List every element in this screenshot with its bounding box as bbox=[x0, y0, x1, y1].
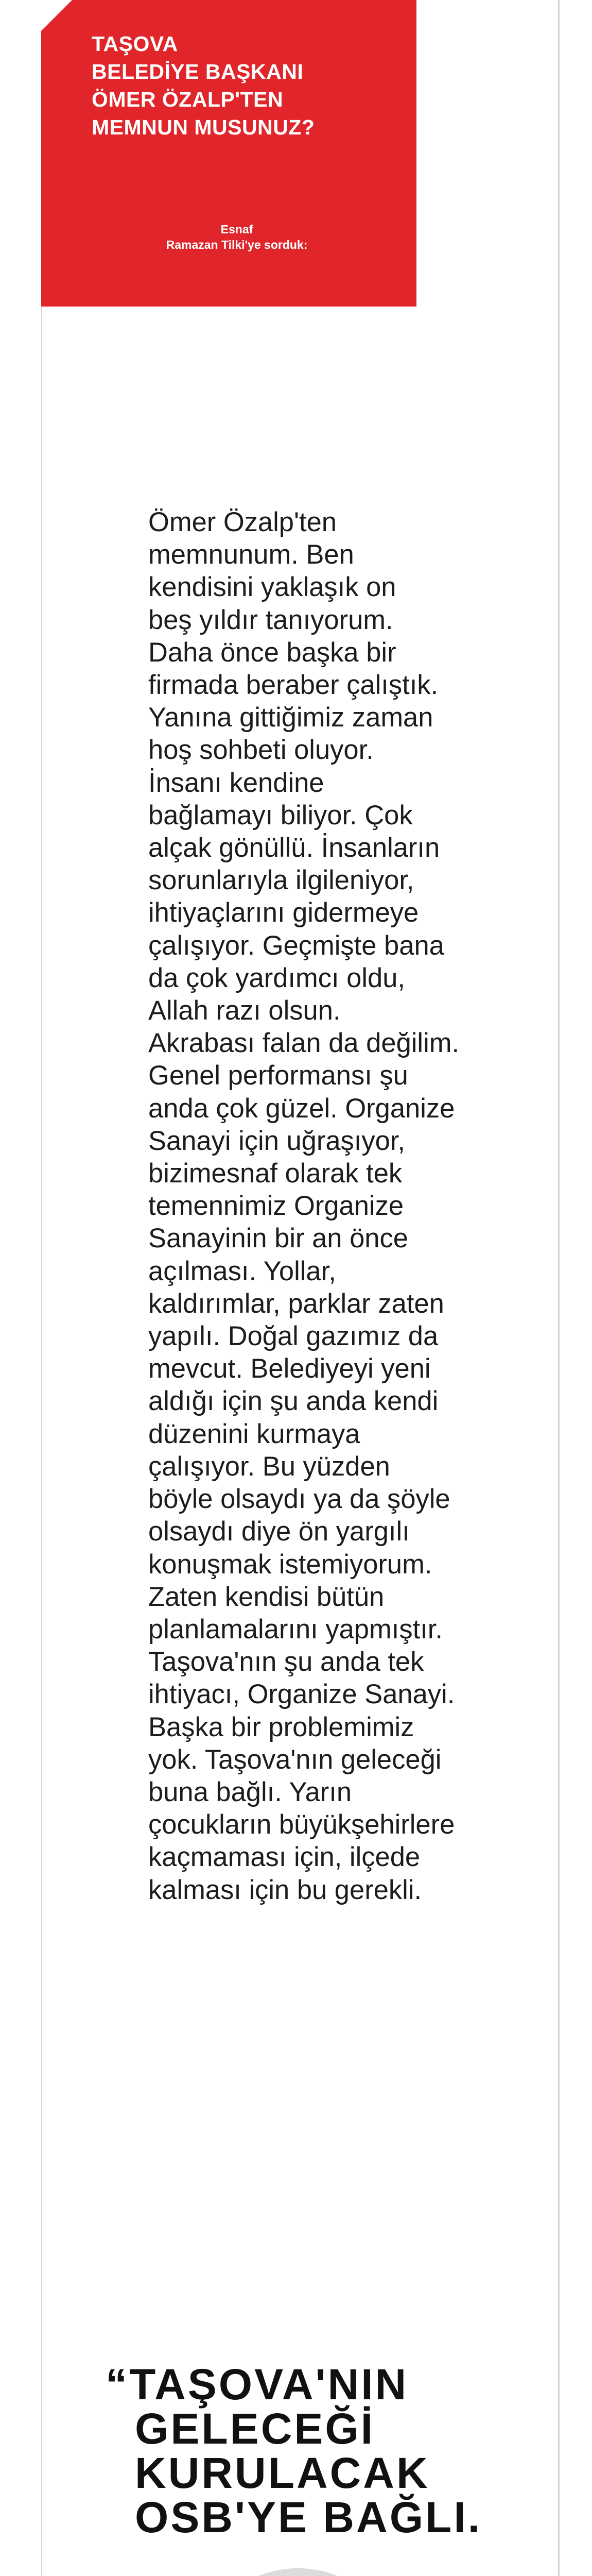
article-line: ihtiyaçlarını gidermeye bbox=[148, 897, 419, 928]
article-line: Akrabası falan da değilim. bbox=[148, 1028, 460, 1059]
article-body bbox=[148, 506, 488, 1906]
respondent-intro bbox=[154, 222, 319, 252]
article-line: Daha önce başka bir bbox=[148, 637, 396, 668]
left-border-line bbox=[41, 0, 42, 2576]
article-line: beş yıldır tanıyorum. bbox=[148, 604, 393, 635]
article-line: aldığı için şu anda kendi bbox=[148, 1386, 439, 1417]
article-line: Allah razı olsun. bbox=[148, 995, 341, 1026]
article-line: olsaydı diye ön yargılı bbox=[148, 1516, 410, 1547]
article-line: kaçmaması için, ilçede bbox=[148, 1842, 421, 1873]
article-line: konuşmak istemiyorum. bbox=[148, 1549, 432, 1580]
article-line: bağlamayı biliyor. Çok bbox=[148, 800, 413, 831]
article-line: hoş sohbeti oluyor. bbox=[148, 735, 374, 766]
article-line: kalması için bu gerekli. bbox=[148, 1874, 422, 1905]
article-line: Başka bir problemimiz bbox=[148, 1711, 414, 1742]
article-line: İnsanı kendine bbox=[148, 767, 324, 798]
article-line: açılması. Yollar, bbox=[148, 1256, 336, 1286]
article-line: ihtiyacı, Organize Sanayi. bbox=[148, 1679, 455, 1710]
article-line: kendisini yaklaşık on bbox=[148, 572, 396, 603]
headline-line: MEMNUN MUSUNUZ? bbox=[92, 115, 315, 139]
article-line: planlamalarını yapmıştır. bbox=[148, 1614, 443, 1645]
headline-line: TAŞOVA bbox=[92, 32, 178, 56]
article-line: çalışıyor. Geçmişte bana bbox=[148, 930, 444, 961]
pull-quote-line: OSB'YE BAĞLI. bbox=[135, 2493, 482, 2541]
article-line: Genel performansı şu bbox=[148, 1060, 408, 1091]
portrait-illustration bbox=[192, 2568, 404, 2576]
article-line: alçak gönüllü. İnsanların bbox=[148, 833, 440, 863]
article-line: memnunum. Ben bbox=[148, 539, 354, 570]
article-line: yapılı. Doğal gazımız da bbox=[148, 1321, 439, 1352]
header-box-corner bbox=[41, 0, 72, 31]
pull-quote-line: “TAŞOVA'NIN bbox=[106, 2360, 409, 2409]
article-line: Taşova'nın şu anda tek bbox=[148, 1647, 424, 1677]
portrait-photo bbox=[192, 2568, 404, 2576]
article-line: yok. Taşova'nın geleceği bbox=[148, 1744, 442, 1775]
article-line: firmada beraber çalıştık. bbox=[148, 670, 439, 701]
headline bbox=[92, 30, 401, 141]
pull-quote-line: KURULACAK bbox=[135, 2449, 430, 2497]
article-line: buna bağlı. Yarın bbox=[148, 1776, 352, 1807]
article-line: da çok yardımcı oldu, bbox=[148, 962, 405, 993]
pull-quote-line: GELECEĞİ bbox=[135, 2404, 375, 2453]
photo-background bbox=[192, 2568, 404, 2576]
respondent-name: Ramazan Tilki'ye sorduk: bbox=[166, 238, 308, 251]
article-line: temennimiz Organize bbox=[148, 1191, 404, 1222]
headline-line: ÖMER ÖZALP'TEN bbox=[92, 88, 284, 111]
article-line: Yanına gittiğimiz zaman bbox=[148, 702, 433, 733]
article-line: Sanayinin bir an önce bbox=[148, 1223, 408, 1254]
article-line: böyle olsaydı ya da şöyle bbox=[148, 1484, 450, 1515]
article-line: sorunlarıyla ilgileniyor, bbox=[148, 865, 414, 896]
headline-line: BELEDİYE BAŞKANI bbox=[92, 60, 304, 83]
right-border-line bbox=[558, 0, 560, 2576]
article-line: anda çok güzel. Organize bbox=[148, 1093, 455, 1124]
article-line: Ömer Özalp'ten bbox=[148, 507, 337, 537]
article-line: çocukların büyükşehirlere bbox=[148, 1809, 455, 1840]
article-line: bizimesnaf olarak tek bbox=[148, 1158, 403, 1189]
article-line: Sanayi için uğraşıyor, bbox=[148, 1125, 406, 1156]
article-line: düzenini kurmaya bbox=[148, 1418, 360, 1449]
pull-quote bbox=[106, 2362, 538, 2539]
article-line: kaldırımlar, parklar zaten bbox=[148, 1288, 444, 1319]
article-line: Zaten kendisi bütün bbox=[148, 1581, 385, 1612]
article-line: çalışıyor. Bu yüzden bbox=[148, 1451, 390, 1482]
article-line: mevcut. Belediyeyi yeni bbox=[148, 1353, 431, 1384]
respondent-label: Esnaf bbox=[220, 223, 253, 236]
